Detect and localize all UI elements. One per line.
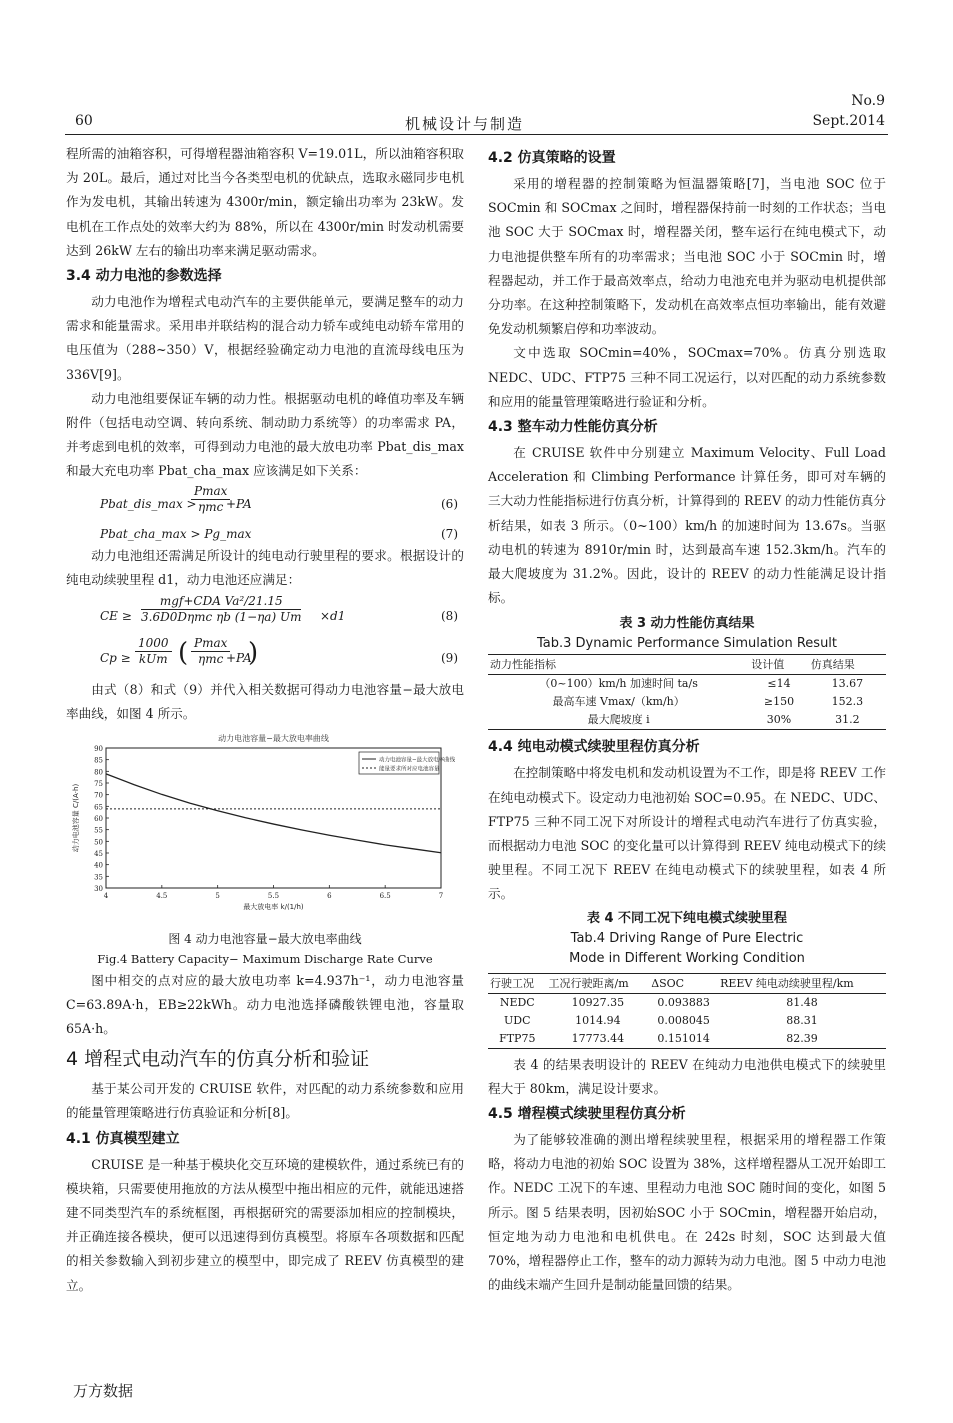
equation-fraction (141, 594, 301, 625)
figure-4 (66, 730, 464, 968)
paragraph: CRUISE 是一种基于模块化交互环境的建模软件，通过系统已有的模块箱，只需要使用拖放的方法从模型中拖出相应的元件，就能迅速搭建不同类型汽车的系统框图，再根据研究的需要添加相应的控制模块，并正确连接各模块，便可以迅速得到仿真模型。将原车各项数据和匹配的相关参数输入到初步建立的模型中，即完成了 REEV 仿真模型的建立。 (66, 1156, 464, 1293)
chart-title: 动力电池容量−最大放电率曲线 (218, 734, 329, 744)
table-cell: 0.151014 (649, 1030, 718, 1049)
table-cell: 88.31 (786, 1013, 818, 1027)
fraction-denominator: ηmc (198, 652, 224, 667)
watermark-footer: 万方数据 (73, 1382, 134, 1400)
equation-number: (9) (441, 651, 458, 666)
equation-rhs: ×d1 (320, 609, 346, 624)
equation-lhs: CE ≥ (100, 609, 132, 624)
table-cell: NEDC (499, 995, 535, 1009)
x-axis-label: 最大放电率 k/(1/h) (243, 903, 304, 912)
y-tick-label: 45 (94, 850, 103, 859)
pure-electric-range-table (488, 973, 886, 1049)
y-axis-label: 动力电池容量 C/(A·h) (72, 784, 80, 853)
section-heading-4-3: 4.3 整车动力性能仿真分析 (488, 419, 658, 436)
y-tick-label: 50 (94, 838, 103, 847)
legend-label: 能量要求所对应电池容量 (379, 766, 440, 773)
y-tick-label: 85 (94, 757, 103, 766)
section-heading-4-2: 4.2 仿真策略的设置 (488, 150, 616, 166)
equation-number: (7) (441, 526, 458, 541)
fraction-numerator: mgf+CDA Va²/21.15 (141, 594, 301, 610)
table-cell: 30% (749, 711, 809, 730)
equation-body: Pbat_cha_max > Pg_max (100, 526, 252, 541)
paragraph: 表 4 的结果表明设计的 REEV 在纯动力电池供电模式下的续驶里程大于 80km，满足设计要求。 (488, 1056, 886, 1096)
column-header: 行驶工况 (488, 973, 547, 993)
table-caption-cn: 表 3 动力性能仿真结果 (619, 616, 755, 632)
equation-number: (8) (441, 609, 458, 624)
fraction-numerator: Pmax (191, 484, 230, 500)
equation-lhs: Pbat_dis_max > (100, 496, 197, 511)
figure-caption-cn: 图 4 动力电池容量−最大放电率曲线 (168, 931, 362, 946)
fraction-numerator: 1000 (135, 636, 172, 652)
equation-number: (6) (441, 496, 458, 511)
x-tick-label: 5.5 (267, 892, 280, 901)
series-line-1 (106, 774, 441, 853)
table-cell: ≥150 (763, 695, 795, 709)
figure-caption-en: Fig.4 Battery Capacity− Maximum Discharge Rate Curve (97, 951, 433, 966)
paragraph: 采用的增程器的控制策略为恒温器策略[7]，当电池 SOC 位于 SOCmin 和 SOCmax 之间时，增程器保持前一时刻的工作状态；当电池 SOC 大于 SOCmax 时，增程器关闭，整车运行在纯电模式下，动力电池提供整车所有的功率需求；当电池 SOC 小于 SOCmin 时，增程器起动，并工作于最高效率点，给动力电池充电并为驱动电机提供部分功率。在这种控制策略下，发动机在高效率点恒功率输出，能有效避免发动机频繁启停和功率波动。 (488, 176, 886, 337)
paragraph: 动力电池作为增程式电动汽车的主要供能单元，要满足整车的动力需求和能量需求。采用串并联结构的混合动力轿车或纯电动轿车常用的电压值为（288~350）V，根据经验确定动力电池的直流母线电压为 336V[9]。 (66, 294, 464, 382)
paragraph: 为了能够较准确的测出增程续驶里程，根据采用的增程器工作策略，将动力电池的初始 SOC 设置为 38%，这样增程器从工况开始即工作。NEDC 工况下的车速、里程动力电池 SOC 随时间的变化，如图 5 所示。图 5 结果表明，因初始SOC 小于 SOCmin，增程器开始启动，恒定地为动力电池和电机供电。在 242s 时刻，SOC 达到最大值 70%，增程器停止工作，整车的动力源转为动力电池。图 5 中动力电池的曲线末端产生回升是制动能量回馈的结果。 (488, 1132, 886, 1293)
section-heading-4: 4 增程式电动汽车的仿真分析和验证 (66, 1048, 370, 1071)
table-caption-en: Tab.3 Dynamic Performance Simulation Result (536, 636, 838, 652)
table-cell: （0~100）km/h 加速时间 ta/s (539, 677, 698, 691)
equation-fraction (191, 636, 230, 667)
table-row (488, 711, 886, 730)
paragraph: 在 CRUISE 软件中分别建立 Maximum Velocity、Full Load Acceleration 和 Climbing Performance 计算任务，即可对车辆的三大动力性能指标进行仿真分析，计算得到的 REEV 的动力性能仿真分析结果，如表 3 所示。（0~100）km/h 的加速时间为 13.67s。当驱动电机的转速为 8910r/min 时，达到最高车速 152.3km/h。汽车的最大爬坡度为 31.2%。因此，设计的 REEV 的动力性能满足设计指标。 (488, 445, 886, 606)
header-rule (65, 134, 888, 135)
column-header: ΔSOC (649, 973, 718, 993)
column-header: 设计值 (749, 655, 809, 675)
y-tick-label: 65 (94, 803, 103, 812)
table-cell: UDC (504, 1013, 531, 1027)
legend-label: 动力电池容量−最大放电率曲线 (379, 757, 456, 764)
battery-capacity-chart (66, 730, 464, 920)
table-row (488, 675, 886, 694)
table-cell: 10927.35 (571, 995, 625, 1009)
table-cell: 0.008045 (657, 1013, 710, 1027)
paragraph: 图中相交的点对应的最大放电功率 k=4.937h⁻¹，动力电池容量 C=63.89A·h，EB≥22kWh。动力电池选择磷酸铁锂电池，容量取 65A·h。 (66, 972, 464, 1037)
table-cell: 82.39 (718, 1030, 886, 1049)
equation-fraction (191, 484, 230, 515)
table-row (488, 1030, 886, 1049)
y-tick-label: 75 (94, 780, 103, 789)
table-cell: 0.093883 (657, 995, 710, 1009)
equation-rhs: +PA (226, 496, 252, 511)
issue-number: No.9 (851, 93, 885, 109)
table-cell: 13.67 (831, 677, 864, 691)
left-column (66, 142, 464, 1298)
paren-close: ) (248, 638, 259, 669)
paren-open: ( (178, 638, 189, 669)
table-row (488, 693, 886, 711)
y-tick-label: 80 (94, 768, 103, 777)
section-heading-4-5: 4.5 增程模式续驶里程仿真分析 (488, 1106, 686, 1123)
table-cell: 17773.44 (547, 1030, 650, 1049)
y-tick-label: 55 (94, 827, 103, 836)
paragraph: 文中选取 SOCmin=40%，SOCmax=70%。仿真分别选取 NEDC、UDC、FTP75 三种不同工况运行，以对匹配的动力系统参数和应用的能量管理策略进行验证和分析。 (488, 345, 886, 409)
column-header: 仿真结果 (809, 655, 886, 675)
table-cell: 最大爬坡度 i (488, 711, 749, 730)
page-number: 60 (75, 113, 93, 129)
dynamic-performance-table (488, 654, 886, 730)
table-cell: 152.3 (831, 695, 864, 709)
table-header-row (488, 655, 886, 675)
x-tick-label: 4 (103, 892, 109, 901)
equation-8 (66, 592, 464, 634)
x-tick-label: 6.5 (379, 892, 391, 901)
equation-6 (66, 484, 464, 518)
y-tick-label: 35 (94, 873, 103, 882)
table-row (488, 1012, 886, 1030)
equation-9 (66, 634, 464, 678)
table-cell: 31.2 (809, 711, 886, 730)
paragraph: 动力电池组还需满足所设计的纯电动行驶里程的要求。根据设计的纯电动续驶里程 d1，动力电池还应满足： (66, 547, 464, 587)
y-tick-label: 60 (94, 815, 103, 824)
table-4 (488, 909, 886, 1049)
table-cell: ≤14 (767, 677, 791, 691)
fraction-denominator: 3.6D0Dηmc ηb (1−ηa) Um (141, 610, 302, 625)
table-3 (488, 614, 886, 730)
y-tick-label: 40 (94, 862, 103, 871)
journal-title: 机械设计与制造 (405, 115, 525, 133)
paragraph: 动力电池组要保证车辆的动力性。根据驱动电机的峰值功率及车辆附件（包括电动空调、转向系统、制动助力系统等）的功率需求 PA，并考虑到电机的效率，可得到动力电池的最大放电功率 Pbat_dis_max 和最大充电功率 Pbat_cha_max 应该满足如下关系： (66, 390, 464, 479)
table-row (488, 993, 886, 1012)
table-cell: FTP75 (488, 1030, 547, 1049)
section-heading-4-1: 4.1 仿真模型建立 (66, 1130, 180, 1147)
paragraph: 在控制策略中将发电机和发动机设置为不工作，即是将 REEV 工作在纯电动模式下。设定动力电池初始 SOC=0.95。在 NEDC、UDC、FTP75 三种不同工况下对所设计的增程式电动汽车进行了仿真实验，而根据动力电池 SOC 的变化量可以计算得到 REEV 纯电动模式下的续驶里程。不同工况下 REEV 在纯电动模式下的续驶里程，如表 4 所示。 (488, 765, 886, 902)
paragraph: 程所需的油箱容积，可得增程器油箱容积 V=19.01L，所以油箱容积取为 20L。最后，通过对比当今各类型电机的优缺点，选取永磁同步电机作为发电机，其输出转速为 4300r/min，额定输出功率为 23kW。发电机在工作点处的效率大约为 88%，所以在 4300r/min 时发动机需要达到 26kW 左右的输出功率来满足驱动需求。 (66, 146, 464, 258)
table-caption-en: Mode in Different Working Condition (569, 950, 805, 966)
right-column (488, 145, 886, 1298)
equation-7 (66, 518, 464, 544)
y-tick-label: 90 (94, 745, 103, 754)
paragraph: 基于某公司开发的 CRUISE 软件，对匹配的动力系统参数和应用的能量管理策略进行仿真验证和分析[8]。 (66, 1081, 464, 1121)
column-header: REEV 纯电动续驶里程/km (718, 973, 886, 993)
fraction-numerator: Pmax (191, 636, 230, 652)
section-heading-4-4: 4.4 纯电动模式续驶里程仿真分析 (488, 739, 700, 756)
equation-rhs: +PA (226, 651, 252, 666)
equation-fraction (135, 636, 172, 667)
x-tick-label: 7 (438, 892, 444, 901)
y-tick-label: 70 (94, 792, 103, 801)
x-tick-label: 6 (327, 892, 332, 901)
x-tick-label: 5 (215, 892, 220, 901)
table-header-row (488, 973, 886, 993)
fraction-denominator: ηmc (198, 499, 224, 514)
column-header: 工况行驶距离/m (547, 973, 650, 993)
x-tick-label: 4.5 (156, 892, 168, 901)
table-caption-cn: 表 4 不同工况下纯电模式续驶里程 (586, 910, 788, 926)
column-header: 动力性能指标 (488, 655, 749, 675)
y-tick-label: 30 (94, 885, 103, 894)
table-cell: 81.48 (786, 995, 818, 1009)
equation-lhs: Cp ≥ (100, 651, 131, 666)
table-cell: 最高车速 Vmax/（km/h） (552, 695, 685, 709)
fraction-denominator: kUm (138, 652, 168, 667)
table-caption-en: Tab.4 Driving Range of Pure Electric (570, 930, 804, 946)
paragraph: 由式（8）和式（9）并代入相关数据可得动力电池容量−最大放电率曲线，如图 4 所示。 (66, 682, 464, 722)
section-heading-3-4: 3.4 动力电池的参数选择 (66, 268, 222, 285)
table-cell: 1014.94 (575, 1013, 621, 1027)
issue-date: Sept.2014 (812, 113, 885, 129)
